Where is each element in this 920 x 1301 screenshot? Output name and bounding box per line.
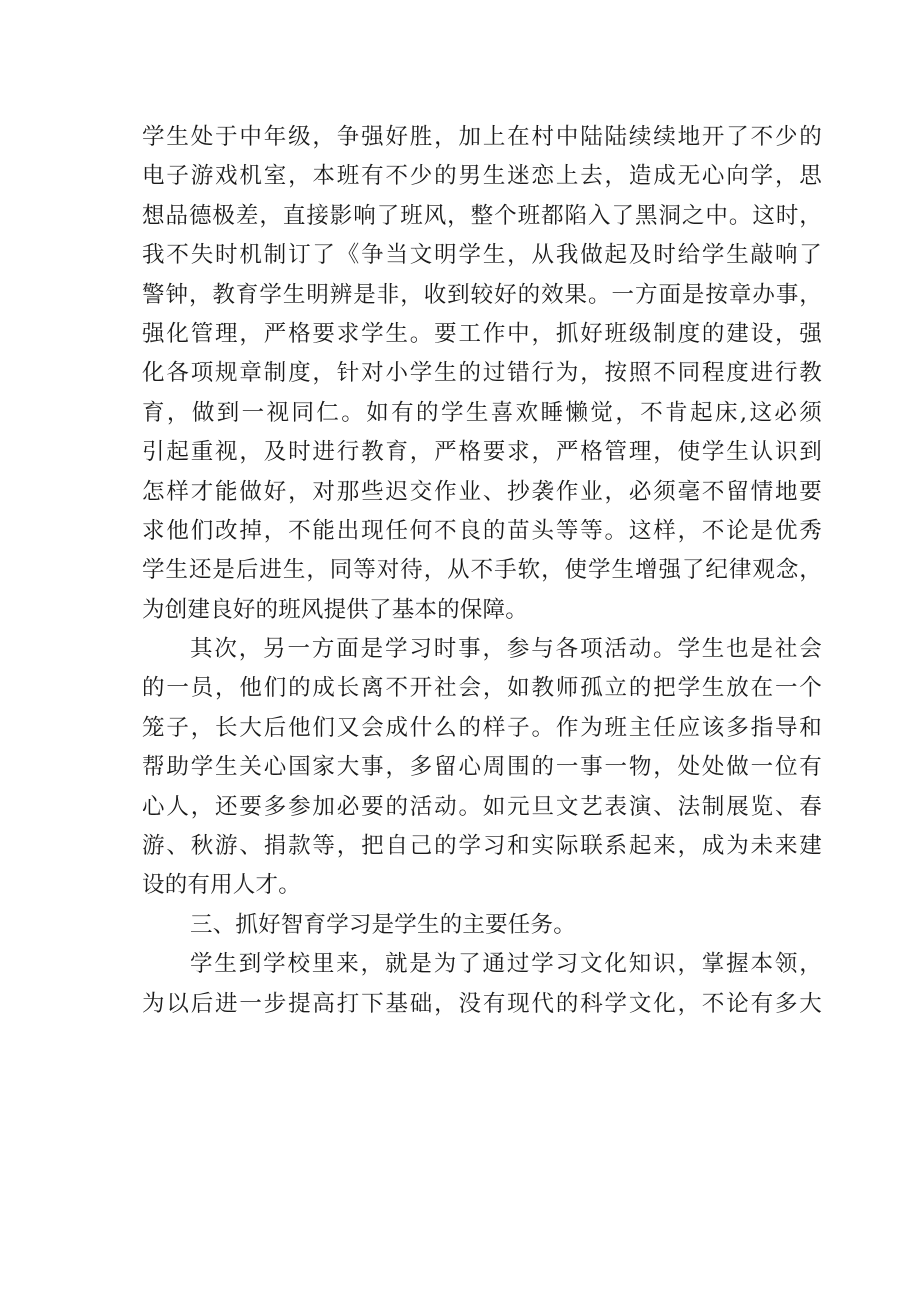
text-line: 设的有用人才。 — [142, 872, 301, 899]
text-line: 学生到学校里来，就是为了通过学习文化知识，掌握本领， — [190, 951, 822, 978]
text-line: 育，做到一视同仁。如有的学生喜欢睡懒觉，不肯起床,这必须 — [142, 399, 822, 426]
text-line: 警钟，教育学生明辨是非，收到较好的效果。一方面是按章办事， — [142, 281, 822, 308]
text-line: 笼子，长大后他们又会成什么的样子。作为班主任应该多指导和 — [142, 714, 822, 741]
text-line: 游、秋游、捐款等，把自己的学习和实际联系起来，成为未来建 — [142, 833, 822, 860]
text-line: 想品德极差，直接影响了班风，整个班都陷入了黑洞之中。这时， — [142, 202, 822, 229]
text-line: 电子游戏机室，本班有不少的男生迷恋上去，造成无心向学，思 — [142, 163, 822, 190]
text-line: 强化管理，严格要求学生。要工作中，抓好班级制度的建设，强 — [142, 320, 822, 347]
text-line: 为以后进一步提高打下基础，没有现代的科学文化，不论有多大 — [142, 990, 822, 1017]
text-line: 的一员，他们的成长离不开社会，如教师孤立的把学生放在一个 — [142, 675, 822, 702]
text-line: 化各项规章制度，针对小学生的过错行为，按照不同程度进行教 — [142, 360, 822, 387]
text-line: 引起重视，及时进行教育，严格要求，严格管理，使学生认识到 — [142, 439, 822, 466]
document-body — [142, 118, 822, 1024]
text-line: 学生还是后进生，同等对待，从不手软，使学生增强了纪律观念， — [142, 557, 822, 584]
text-line: 怎样才能做好，对那些迟交作业、抄袭作业，必须毫不留情地要 — [142, 478, 822, 505]
text-line: 求他们改掉，不能出现任何不良的苗头等等。这样，不论是优秀 — [142, 517, 822, 544]
section-heading-intellectual-education — [142, 906, 822, 945]
paragraph-class-discipline — [142, 118, 822, 630]
text-line: 我不失时机制订了《争当文明学生，从我做起及时给学生敲响了 — [142, 242, 822, 269]
text-line: 帮助学生关心国家大事，多留心周围的一事一物，处处做一位有 — [142, 754, 822, 781]
text-line: 其次，另一方面是学习时事，参与各项活动。学生也是社会 — [190, 636, 822, 663]
paragraph-study-purpose — [142, 945, 822, 1024]
text-line: 学生处于中年级，争强好胜，加上在村中陆陆续续地开了不少的 — [142, 124, 822, 150]
section-heading: 三、抓好智育学习是学生的主要任务。 — [190, 911, 576, 938]
text-line: 为创建良好的班风提供了基本的保障。 — [142, 596, 528, 623]
paragraph-current-affairs — [142, 630, 822, 906]
text-line: 心人，还要多参加必要的活动。如元旦文艺表演、法制展览、春 — [142, 793, 822, 820]
